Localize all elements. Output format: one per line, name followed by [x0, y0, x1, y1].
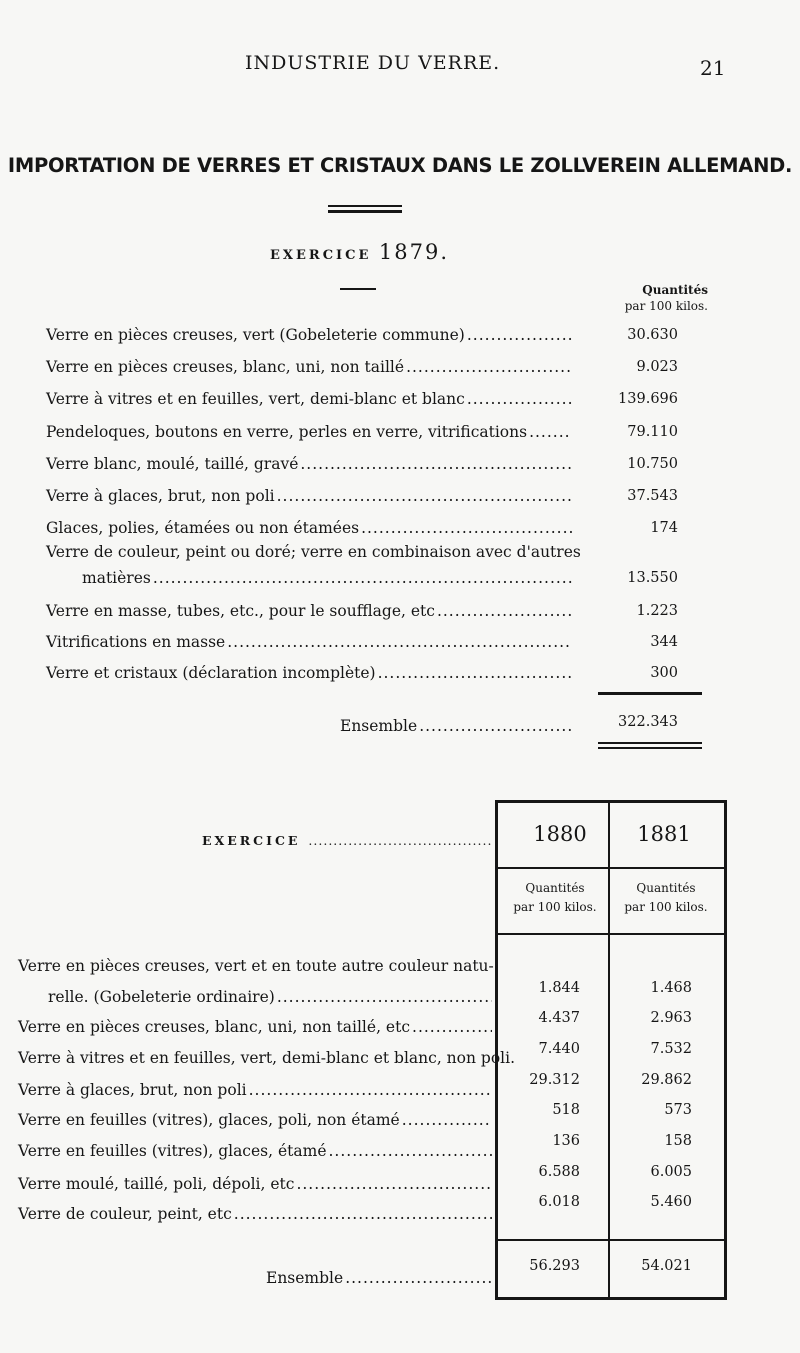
list-item — [46, 384, 572, 408]
list-item — [46, 658, 572, 682]
leader-dots — [308, 833, 492, 848]
value-1880: 1.844 — [538, 980, 580, 996]
value-1881: 7.532 — [650, 1041, 692, 1057]
value-1881: 6.005 — [650, 1164, 692, 1180]
row-label: Verre et cristaux (déclaration incomplète) — [46, 664, 376, 682]
row-value: 10.750 — [627, 456, 678, 472]
leader-dots — [227, 633, 572, 651]
list-item — [48, 982, 492, 1006]
row-value: 79.110 — [627, 424, 678, 440]
exercice-year: 1879. — [378, 240, 450, 264]
row-label: Verre à vitres et en feuilles, vert, demi-blanc et blanc — [46, 390, 465, 408]
row-label: Verre à glaces, brut, non poli — [46, 487, 275, 505]
total-1880: 56.293 — [529, 1258, 580, 1274]
leader-dots — [277, 988, 492, 1006]
exercice-label: EXERCICE — [202, 833, 301, 848]
quantity-header-1880 — [501, 879, 609, 917]
row-label: Glaces, polies, étamées ou non étamées — [46, 519, 360, 537]
leader-dots — [467, 326, 572, 344]
value-1881: 5.460 — [650, 1194, 692, 1210]
row-value: 13.550 — [627, 570, 678, 586]
value-1880: 6.588 — [538, 1164, 580, 1180]
leader-dots — [234, 1205, 492, 1223]
list-item — [18, 1136, 492, 1160]
exercice-1879-heading — [270, 240, 449, 264]
quantity-header-line2: par 100 kilos. — [513, 900, 597, 914]
row-label: Verre à vitres et en feuilles, vert, demi-blanc et blanc, non poli. — [18, 1049, 515, 1067]
row-value: 139.696 — [618, 391, 678, 407]
exercice-label: EXERCICE — [270, 248, 372, 263]
total-1881: 54.021 — [641, 1258, 692, 1274]
list-item — [18, 1169, 492, 1193]
value-1880: 7.440 — [538, 1041, 580, 1057]
value-1880: 29.312 — [529, 1072, 580, 1088]
leader-dots — [419, 717, 572, 735]
value-1881: 2.963 — [650, 1010, 692, 1026]
row-value: 1.223 — [636, 603, 678, 619]
leader-dots — [378, 664, 572, 682]
page-title: IMPORTATION DE VERRES ET CRISTAUX DANS LE ZOLLVEREIN ALLEMAND. — [7, 154, 793, 177]
leader-dots — [412, 1018, 492, 1036]
list-item — [46, 320, 572, 344]
column-divider — [608, 803, 610, 1297]
row-label: Vitrifications en masse — [46, 633, 226, 651]
value-1880: 4.437 — [538, 1010, 580, 1026]
total-label: Ensemble — [266, 1269, 344, 1287]
row-label: Pendeloques, boutons en verre, perles en verre, vitrifications — [46, 423, 528, 441]
row-label: Verre moulé, taillé, poli, dépoli, etc — [18, 1175, 295, 1193]
list-item — [18, 1199, 492, 1223]
leader-dots — [249, 1081, 492, 1099]
value-1881: 158 — [664, 1133, 692, 1149]
total-value: 322.343 — [618, 714, 678, 730]
row-label-continued: matières — [82, 569, 151, 587]
leader-dots — [300, 455, 572, 473]
quantity-header-line1: Quantités — [642, 283, 708, 297]
list-item — [18, 1012, 492, 1036]
row-value: 344 — [650, 634, 678, 650]
leader-dots — [402, 1111, 492, 1129]
row-label: Verre en pièces creuses, vert et en toute autre couleur natu- — [18, 957, 494, 975]
exercice-1880-1881-heading — [202, 833, 492, 848]
list-item — [18, 1105, 492, 1129]
row-label: Verre en pièces creuses, vert (Gobeleterie commune) — [46, 326, 465, 344]
list-item — [82, 563, 572, 587]
value-1881: 29.862 — [641, 1072, 692, 1088]
leader-dots — [345, 1269, 492, 1287]
total-rule — [598, 692, 702, 695]
row-label: Verre à glaces, brut, non poli — [18, 1081, 247, 1099]
title-rule-bottom — [328, 210, 402, 213]
row-label: Verre blanc, moulé, taillé, gravé — [46, 455, 299, 473]
list-item — [46, 481, 572, 505]
quantity-header-1881 — [612, 879, 720, 917]
row-value: 9.023 — [636, 359, 678, 375]
list-item — [46, 352, 572, 376]
value-1880: 518 — [552, 1102, 580, 1118]
row-label: Verre de couleur, peint ou doré; verre en combinaison avec d'autres — [46, 543, 581, 561]
list-item — [46, 449, 572, 473]
quantity-header-line1: Quantités — [525, 881, 585, 895]
leader-dots — [296, 1175, 492, 1193]
quantity-header-line1: Quantités — [636, 881, 696, 895]
running-title: INDUSTRIE DU VERRE. — [245, 52, 501, 74]
row-label: Verre en pièces creuses, blanc, uni, non taillé, etc — [18, 1018, 411, 1036]
row-label: Verre en pièces creuses, blanc, uni, non taillé — [46, 358, 405, 376]
leader-dots — [329, 1142, 493, 1160]
leader-dots — [437, 602, 572, 620]
row-label: Verre en masse, tubes, etc., pour le soufflage, etc — [46, 602, 435, 620]
total-row — [340, 711, 572, 735]
list-item — [46, 417, 572, 441]
list-item — [46, 596, 572, 620]
row-value: 30.630 — [627, 327, 678, 343]
value-1881: 573 — [664, 1102, 692, 1118]
list-item — [18, 1075, 492, 1099]
quantity-header-line2: par 100 kilos. — [624, 900, 708, 914]
row-value: 174 — [650, 520, 678, 536]
quantity-column-header — [590, 282, 708, 314]
row-label: Verre en feuilles (vitres), glaces, poli, non étamé — [18, 1111, 400, 1129]
row-value: 300 — [650, 665, 678, 681]
value-1880: 6.018 — [538, 1194, 580, 1210]
row-value: 37.543 — [627, 488, 678, 504]
row-label: Verre de couleur, peint, etc — [18, 1205, 232, 1223]
total-divider — [498, 1239, 724, 1241]
leader-dots — [467, 390, 572, 408]
page-number: 21 — [700, 56, 726, 80]
quantity-header-line2: par 100 kilos. — [624, 299, 708, 313]
list-item — [18, 1043, 515, 1067]
leader-dots — [153, 569, 572, 587]
value-1881: 1.468 — [650, 980, 692, 996]
row-label-continued: relle. (Gobeleterie ordinaire) — [48, 988, 275, 1006]
total-label: Ensemble — [340, 717, 418, 735]
leader-dots — [277, 487, 572, 505]
exercice-rule — [340, 288, 376, 290]
double-rule-top — [598, 742, 702, 744]
value-1880: 136 — [552, 1133, 580, 1149]
leader-dots — [406, 358, 572, 376]
leader-dots — [529, 423, 572, 441]
title-rule-top — [328, 205, 402, 207]
total-row — [266, 1263, 492, 1287]
year-1880-header: 1880 — [533, 822, 587, 846]
list-item — [46, 513, 572, 537]
leader-dots — [361, 519, 572, 537]
quantity-header-divider — [498, 933, 724, 935]
double-rule-bottom — [598, 747, 702, 749]
row-label: Verre en feuilles (vitres), glaces, étamé — [18, 1142, 327, 1160]
list-item — [46, 627, 572, 651]
year-1881-header: 1881 — [637, 822, 691, 846]
year-header-divider — [498, 867, 724, 869]
